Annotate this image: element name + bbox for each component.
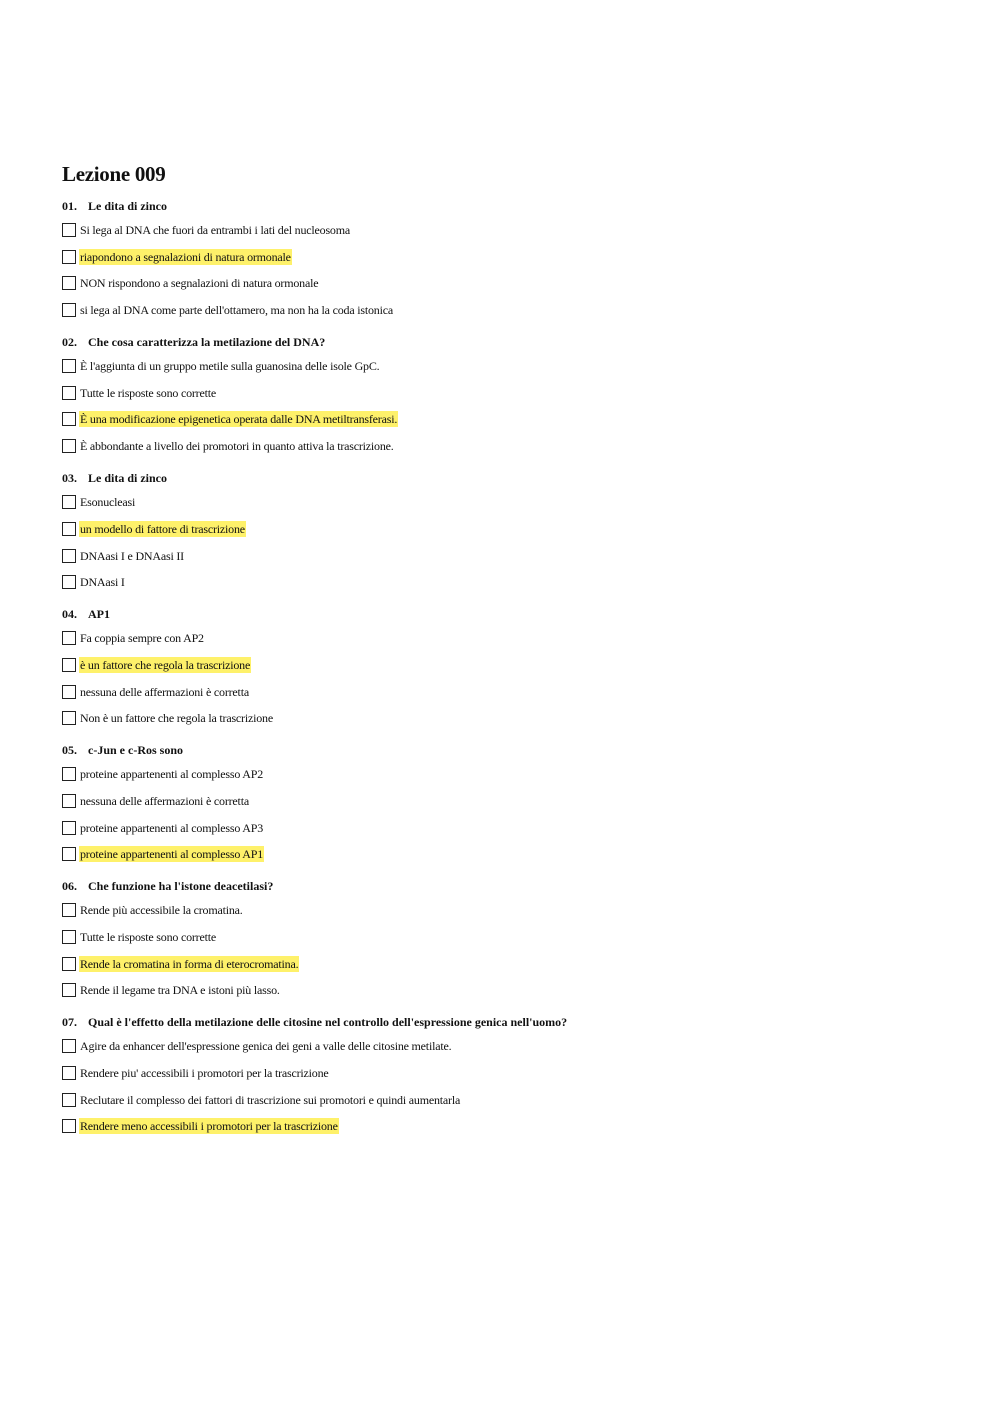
answer-option[interactable] — [62, 247, 962, 267]
checkbox-icon[interactable] — [62, 957, 76, 971]
answer-option[interactable] — [62, 273, 962, 293]
answer-text-highlighted: è un fattore che regola la trascrizione — [80, 657, 251, 672]
answer-option[interactable] — [62, 1063, 962, 1083]
answer-text: proteine appartenenti al complesso AP2 — [80, 767, 264, 782]
answer-option[interactable] — [62, 220, 962, 240]
question-3 — [62, 470, 962, 592]
answer-text: È abbondante a livello dei promotori in quanto attiva la trascrizione. — [80, 439, 394, 454]
question-number: 06. — [62, 879, 77, 894]
answer-option[interactable] — [62, 492, 962, 512]
answer-text: Rendere piu' accessibili i promotori per la trascrizione — [80, 1066, 329, 1081]
answer-text-highlighted: È una modificazione epigenetica operata dalle DNA metiltransferasi. — [80, 412, 398, 427]
answer-text: si lega al DNA come parte dell'ottamero, ma non ha la coda istonica — [80, 303, 393, 318]
question-number: 07. — [62, 1015, 77, 1030]
checkbox-icon[interactable] — [62, 767, 76, 781]
question-7 — [62, 1014, 962, 1136]
answer-text-highlighted: Rende la cromatina in forma di eterocromatina. — [80, 956, 299, 971]
answer-text: È l'aggiunta di un gruppo metile sulla guanosina delle isole GpC. — [80, 359, 380, 374]
answer-option[interactable] — [62, 1036, 962, 1056]
checkbox-icon[interactable] — [62, 522, 76, 536]
checkbox-icon[interactable] — [62, 658, 76, 672]
question-text: Le dita di zinco — [88, 471, 168, 486]
checkbox-icon[interactable] — [62, 1093, 76, 1107]
question-heading — [62, 606, 962, 622]
checkbox-icon[interactable] — [62, 930, 76, 944]
checkbox-icon[interactable] — [62, 821, 76, 835]
answer-option[interactable] — [62, 900, 962, 920]
checkbox-icon[interactable] — [62, 847, 76, 861]
question-text: AP1 — [88, 607, 110, 622]
checkbox-icon[interactable] — [62, 1039, 76, 1053]
checkbox-icon[interactable] — [62, 903, 76, 917]
answer-option[interactable] — [62, 927, 962, 947]
question-4 — [62, 606, 962, 728]
answer-text: Tutte le risposte sono corrette — [80, 930, 217, 944]
question-2 — [62, 334, 962, 456]
question-heading — [62, 334, 962, 350]
checkbox-icon[interactable] — [62, 386, 76, 400]
answer-text: NON rispondono a segnalazioni di natura ormonale — [80, 276, 319, 291]
question-text: Che funzione ha l'istone deacetilasi? — [88, 879, 274, 894]
checkbox-icon[interactable] — [62, 575, 76, 589]
checkbox-icon[interactable] — [62, 223, 76, 237]
question-text: c-Jun e c-Ros sono — [88, 743, 183, 758]
question-heading — [62, 878, 962, 894]
checkbox-icon[interactable] — [62, 794, 76, 808]
checkbox-icon[interactable] — [62, 276, 76, 290]
question-text: Che cosa caratterizza la metilazione del DNA? — [88, 335, 326, 350]
answer-option[interactable] — [62, 954, 962, 974]
lesson-title: Lezione 009 — [62, 162, 166, 186]
answer-option[interactable] — [62, 436, 962, 456]
question-number: 02. — [62, 335, 77, 350]
question-list — [62, 198, 962, 1136]
answer-text: Tutte le risposte sono corrette — [80, 385, 217, 400]
question-number: 05. — [62, 743, 77, 758]
checkbox-icon[interactable] — [62, 711, 76, 725]
answer-text: Non è un fattore che regola la trascrizione — [80, 711, 273, 726]
answer-option[interactable] — [62, 1116, 962, 1136]
answer-option[interactable] — [62, 546, 962, 566]
answer-option[interactable] — [62, 409, 962, 429]
answer-text-highlighted: proteine appartenenti al complesso AP1 — [80, 847, 264, 862]
question-number: 01. — [62, 199, 77, 213]
question-heading — [62, 1014, 962, 1030]
answer-text: nessuna delle affermazioni è corretta — [80, 793, 249, 808]
answer-text-highlighted: un modello di fattore di trascrizione — [80, 521, 245, 536]
quiz-page — [62, 160, 962, 1150]
checkbox-icon[interactable] — [62, 549, 76, 563]
question-6 — [62, 878, 962, 1000]
answer-option[interactable] — [62, 356, 962, 376]
answer-option[interactable] — [62, 818, 962, 838]
answer-option[interactable] — [62, 844, 962, 864]
answer-option[interactable] — [62, 1090, 962, 1110]
answer-text: nessuna delle affermazioni è corretta — [80, 684, 249, 699]
question-heading — [62, 742, 962, 758]
answer-option[interactable] — [62, 682, 962, 702]
answer-text: DNAasi I — [80, 575, 125, 590]
question-heading — [62, 198, 962, 214]
question-text: Le dita di zinco — [88, 199, 168, 213]
checkbox-icon[interactable] — [62, 303, 76, 317]
answer-option[interactable] — [62, 764, 962, 784]
answer-option[interactable] — [62, 572, 962, 592]
checkbox-icon[interactable] — [62, 359, 76, 373]
answer-option[interactable] — [62, 383, 962, 403]
question-5 — [62, 742, 962, 864]
answer-text: Rende il legame tra DNA e istoni più lasso. — [80, 983, 280, 998]
question-text: Qual è l'effetto della metilazione delle citosine nel controllo dell'espressione genica nell'uomo? — [88, 1015, 568, 1030]
checkbox-icon[interactable] — [62, 1066, 76, 1080]
answer-option[interactable] — [62, 980, 962, 1000]
question-number: 03. — [62, 471, 77, 486]
checkbox-icon[interactable] — [62, 412, 76, 426]
answer-option[interactable] — [62, 655, 962, 675]
checkbox-icon[interactable] — [62, 439, 76, 453]
answer-text-highlighted: Rendere meno accessibili i promotori per la trascrizione — [80, 1119, 338, 1134]
answer-text: Reclutare il complesso dei fattori di trascrizione sui promotori e quindi aumentarla — [80, 1092, 461, 1107]
answer-text-highlighted: riapondono a segnalazioni di natura ormonale — [80, 249, 291, 264]
checkbox-icon[interactable] — [62, 1119, 76, 1133]
checkbox-icon[interactable] — [62, 631, 76, 645]
answer-text: Rende più accessibile la cromatina. — [80, 903, 243, 918]
question-number: 04. — [62, 607, 77, 622]
checkbox-icon[interactable] — [62, 983, 76, 997]
answer-text: Si lega al DNA che fuori da entrambi i lati del nucleosoma — [80, 223, 350, 237]
answer-text: Agire da enhancer dell'espressione genica dei geni a valle delle citosine metilate. — [80, 1039, 452, 1054]
checkbox-icon[interactable] — [62, 495, 76, 509]
answer-text: Esonucleasi — [80, 495, 136, 510]
answer-text: proteine appartenenti al complesso AP3 — [80, 820, 264, 835]
answer-option[interactable] — [62, 300, 962, 320]
answer-text: Fa coppia sempre con AP2 — [80, 631, 204, 646]
answer-text: DNAasi I e DNAasi II — [80, 548, 184, 563]
checkbox-icon[interactable] — [62, 685, 76, 699]
checkbox-icon[interactable] — [62, 250, 76, 264]
answer-option[interactable] — [62, 791, 962, 811]
answer-option[interactable] — [62, 519, 962, 539]
answer-option[interactable] — [62, 708, 962, 728]
question-1 — [62, 198, 962, 320]
question-heading — [62, 470, 962, 486]
answer-option[interactable] — [62, 628, 962, 648]
